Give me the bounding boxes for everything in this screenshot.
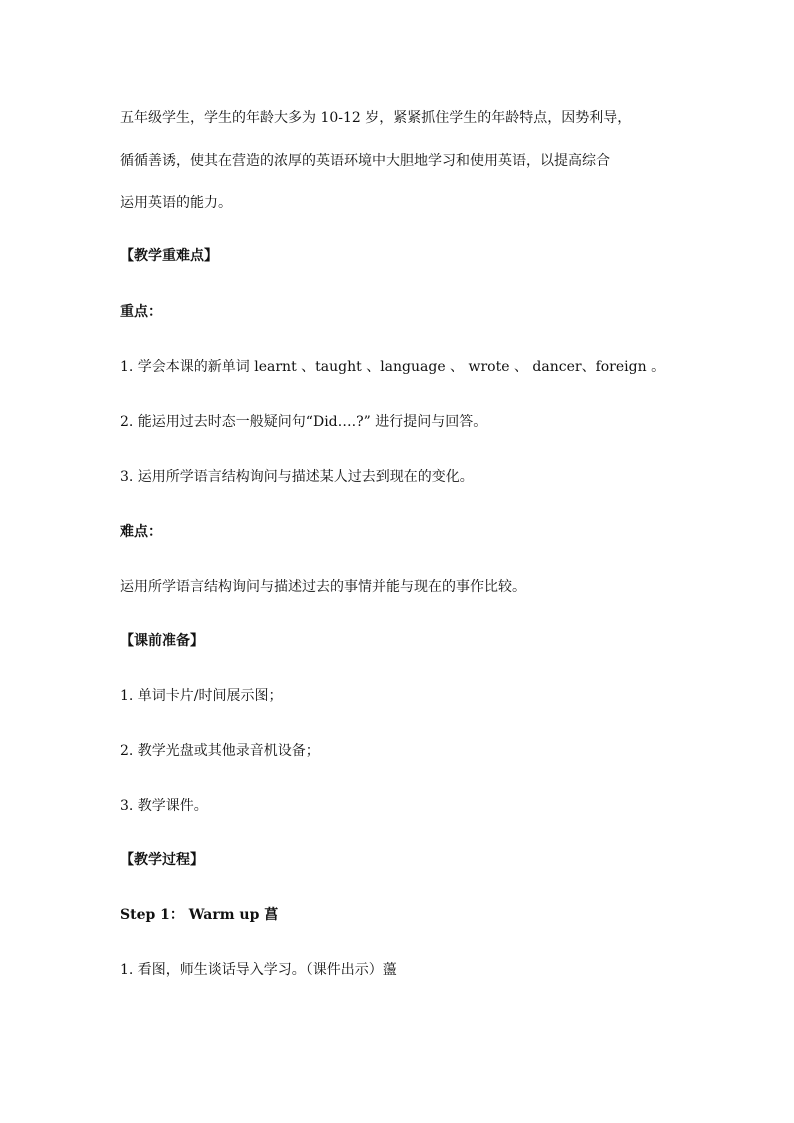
step-heading: Step 1： Warm up 菖 <box>120 907 279 923</box>
prep-item: 2. 教学光盘或其他录音机设备； <box>120 743 320 759</box>
step-item: 1. 看图，师生谈话导入学习。（课件出示）蘯 <box>120 962 397 978</box>
key-point-item: 1. 学会本课的新单词 learnt 、taught 、language 、 wrote 、 dancer、foreign 。 <box>120 359 666 375</box>
prep-item: 1. 单词卡片/时间展示图； <box>120 688 283 704</box>
difficulty-label: 难点： <box>120 524 162 540</box>
section-heading-process: 【教学过程】 <box>120 852 204 868</box>
paragraph-line: 循循善诱，使其在营造的浓厚的英语环境中大胆地学习和使用英语，以提高综合 <box>120 153 610 169</box>
key-point-item: 3. 运用所学语言结构询问与描述某人过去到现在的变化。 <box>120 469 474 485</box>
key-points-label: 重点： <box>120 304 162 320</box>
paragraph-line: 运用英语的能力。 <box>120 195 232 211</box>
prep-item: 3. 教学课件。 <box>120 798 208 814</box>
section-heading-prep: 【课前准备】 <box>120 633 204 649</box>
paragraph-line: 五年级学生，学生的年龄大多为 10-12 岁，紧紧抓住学生的年龄特点，因势利导， <box>120 110 632 126</box>
difficulty-text: 运用所学语言结构询问与描述过去的事情并能与现在的事作比较。 <box>120 579 526 595</box>
key-point-item: 2. 能运用过去时态一般疑问句“Did….?” 进行提问与回答。 <box>120 414 488 430</box>
section-heading-focus: 【教学重难点】 <box>120 248 218 264</box>
